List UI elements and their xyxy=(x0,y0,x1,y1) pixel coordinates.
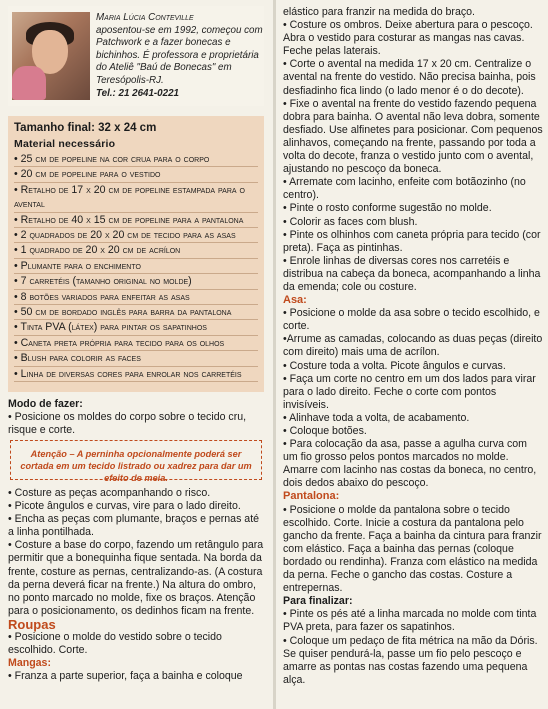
paragraph: • Para colocação da asa, passe a agulha curva com um fio grosso pelos pontos marcados no molde. Amarre com lacinho nas costas da boneca, no centro, dois dedos abaixo do pescoço. xyxy=(283,438,537,490)
paragraph: • Pinte os pés até a linha marcada no molde com tinta PVA preta, para fazer os sapatinhos. xyxy=(283,608,537,634)
section-title-finalizar: Para finalizar: xyxy=(283,595,353,608)
bio-text xyxy=(96,12,266,100)
section-title-mangas: Mangas: xyxy=(8,657,51,670)
paragraph: elástico para franzir na medida do braço. xyxy=(283,6,475,18)
paragraph: • Posicione o molde da asa sobre o tecido escolhido, e corte. xyxy=(283,307,540,333)
author-bio xyxy=(8,6,264,106)
paragraph: • Corte o avental na medida 17 x 20 cm. Centralize o avental na frente do vestido. Não precisa bainha, pois desfiadinho fica lindo (o lado menor é o do decote). xyxy=(283,58,536,97)
paragraph: • Alinhave toda a volta, de acabamento. xyxy=(283,411,470,424)
author-phone: Tel.: 21 2641-0221 xyxy=(96,87,179,99)
right-instructions xyxy=(283,6,543,687)
paragraph: • Franza a parte superior, faça a bainha e coloque xyxy=(8,670,243,683)
paragraph: • Fixe o avental na frente do vestido fazendo pequena dobra para bainha. O avental não leva dobra, somente desfiado. Use alfinetes para posicionar. Com pequenos alinhavos, começando na frente, passando por toda a volta do decote, franza o vestido junto com o avental, ajustando no pescoço da boneca. xyxy=(283,97,543,176)
bio-line: do Ateliê "Baú de Bonecas" em xyxy=(96,62,232,74)
column-divider xyxy=(273,0,276,709)
section-title-pantalona: Pantalona: xyxy=(283,490,340,503)
paragraph: • Posicione o molde do vestido sobre o tecido escolhido. Corte. xyxy=(8,631,222,657)
paragraph: • Coloque um pedaço de fita métrica na mão da Dóris. Se quiser pendurá-la, passe um fio pelo pescoço e amarre as pontas nas costas fazendo uma pequena alça. xyxy=(283,634,538,686)
materials-header: Material necessário xyxy=(14,138,116,150)
paragraph: • Colorir as faces com blush. xyxy=(283,215,418,228)
materials-box xyxy=(8,116,264,392)
bio-line: Patchwork e a fazer bonecas e xyxy=(96,37,231,49)
list-item: • 7 carretéis (tamanho original no molde) xyxy=(14,274,258,289)
paragraph: • Costure as peças acompanhando o risco. xyxy=(8,487,211,499)
paragraph: • Costure toda a volta. Picote ângulos e curvas. xyxy=(283,359,506,372)
author-photo xyxy=(12,12,90,100)
warning-box: Atenção – A perninha opcionalmente poderá ser cortada em um tecido listrado ou xadrez para dar um efeito de meia. xyxy=(10,440,262,480)
paragraph: •Arrume as camadas, colocando as duas peças (direito com direito) mais uma de acrílon. xyxy=(283,333,543,359)
bio-line: Teresópolis-RJ. xyxy=(96,74,164,86)
paragraph: • Pinte o rosto conforme sugestão no molde. xyxy=(283,202,492,215)
list-item: • Retalho de 17 x 20 cm de popeline estampada para o avental xyxy=(14,183,258,213)
method-section xyxy=(8,398,266,438)
list-item: • Caneta preta própria para tecido para os olhos xyxy=(14,336,258,351)
bio-line: aposentou-se em 1992, começou com xyxy=(96,24,263,36)
list-item: • Tinta PVA (látex) para pintar os sapatinhos xyxy=(14,320,258,335)
list-item: • Blush para colorir as faces xyxy=(14,351,258,366)
list-item: • Plumante para o enchimento xyxy=(14,259,258,274)
paragraph: • Coloque botões. xyxy=(283,425,367,437)
list-item: • 2 quadrados de 20 x 20 cm de tecido para as asas xyxy=(14,228,258,243)
final-size: Tamanho final: 32 x 24 cm xyxy=(14,122,157,134)
method-title: Modo de fazer: xyxy=(8,398,83,410)
paragraph: • Costure os ombros. Deixe abertura para o pescoço. Abra o vestido para costurar as mangas nas cavas. Feche pelas laterais. xyxy=(283,19,533,58)
paragraph: • Costure a base do corpo, fazendo um retângulo para permitir que a bonequinha fique sentada. Na borda da frente, costure as pernas, centralizando-as. (A costura da perna deverá ficar na frente.) Na altura do ombro, no ponto marcado no molde, fixe os braços. Atenção para o posicionamento, os dedinhos ficam na frente. xyxy=(8,539,264,617)
paragraph: • Enrole linhas de diversas cores nos carretéis e distribua na cabeça da boneca, acompanhando a linha da emenda; cole ou costure. xyxy=(283,254,541,293)
list-item: • Linha de diversas cores para enrolar nos carretéis xyxy=(14,367,258,382)
list-item: • 8 botões variados para enfeitar as asas xyxy=(14,290,258,305)
paragraph: • Arremate com lacinho, enfeite com botãozinho (no centro). xyxy=(283,176,526,202)
list-item: • 25 cm de popeline na cor crua para o corpo xyxy=(14,152,258,167)
section-title-asa: Asa: xyxy=(283,294,307,307)
list-item: • 20 cm de popeline para o vestido xyxy=(14,167,258,182)
paragraph: • Pinte os olhinhos com caneta própria para tecido (cor preta). Faça as pintinhas. xyxy=(283,228,541,254)
section-title-roupas: Roupas xyxy=(8,616,56,632)
author-name: Maria Lúcia Conteville xyxy=(96,12,194,23)
list-item: • Retalho de 40 x 15 cm de popeline para a pantalona xyxy=(14,213,258,228)
materials-list xyxy=(8,152,264,382)
paragraph: • Encha as peças com plumante, braços e pernas até a linha pontilhada. xyxy=(8,513,260,539)
paragraph: • Picote ângulos e curvas, vire para o lado direito. xyxy=(8,500,241,513)
list-item: • 50 cm de bordado inglês para barra da pantalona xyxy=(14,305,258,320)
paragraph: • Faça um corte no centro em um dos lados para virar para o lado direito. Feche o corte com pontos invisíveis. xyxy=(283,372,536,411)
method-text: • Posicione os moldes do corpo sobre o tecido cru, risque e corte. xyxy=(8,411,247,437)
bio-line: bichinhos. É professora e proprietária xyxy=(96,49,259,61)
left-instructions xyxy=(8,487,266,683)
paragraph: • Posicione o molde da pantalona sobre o tecido escolhido. Corte. Inicie a costura da pantalona pelo gancho da frente. Faça a bainha da cintura para franzir com elástico. Faça a bainha das pernas (coloque bordado ou rendinha). Franza com elástico na medida da perna. Feche o gancho das costas. Costure a entrepernas. xyxy=(283,503,542,595)
list-item: • 1 quadrado de 20 x 20 cm de acrílon xyxy=(14,243,258,258)
